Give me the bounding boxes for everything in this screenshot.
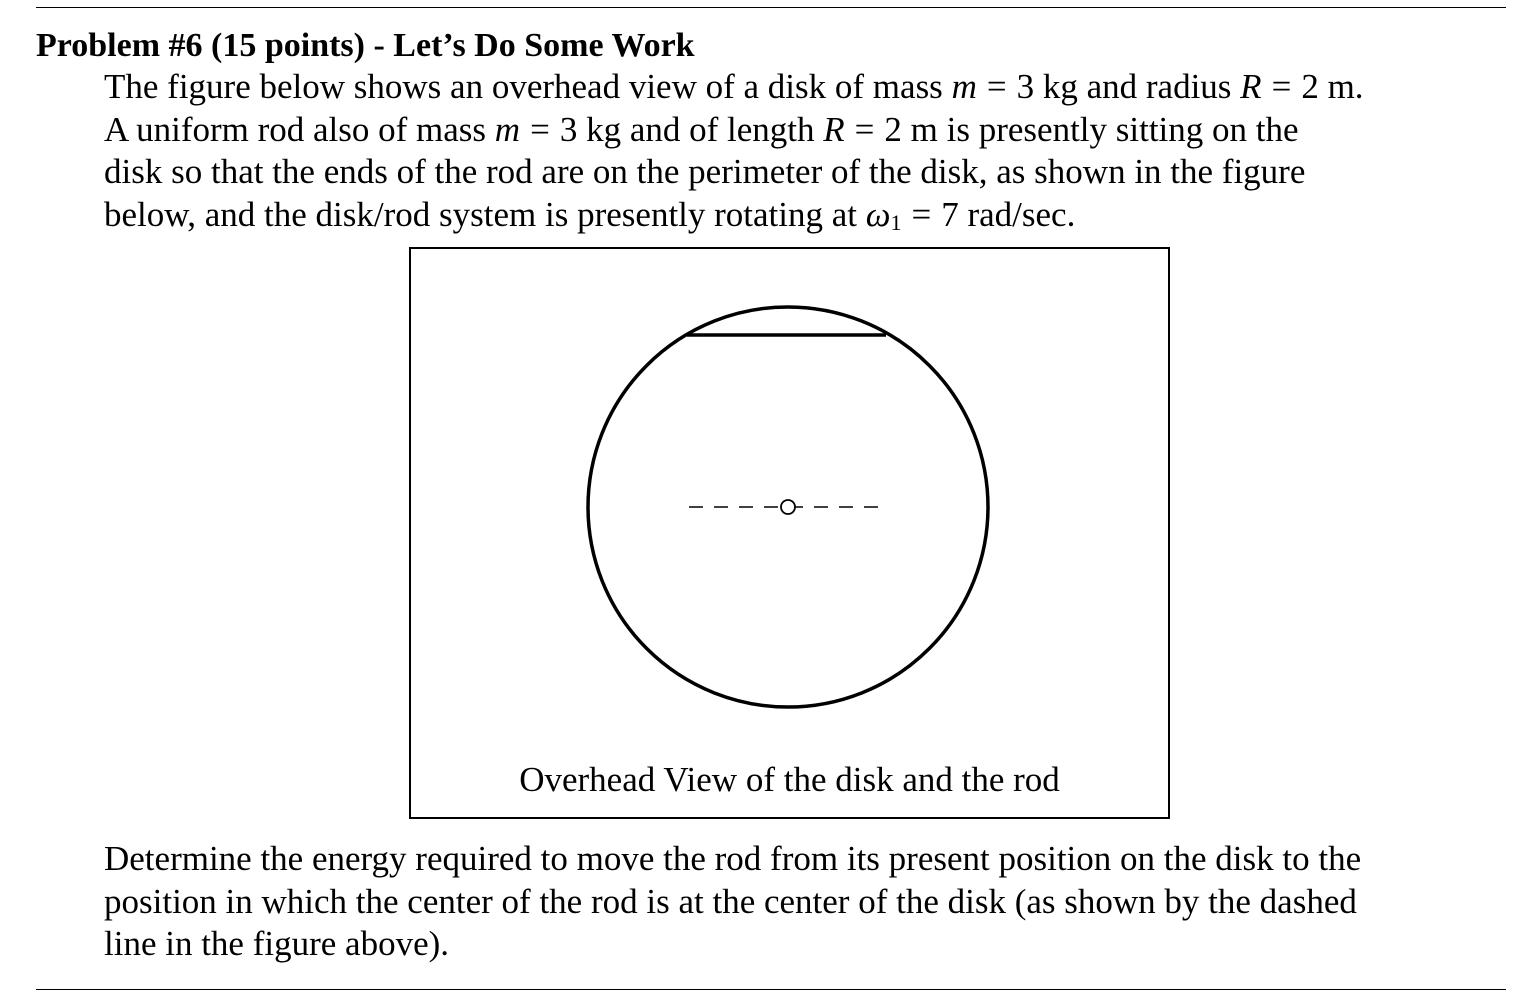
disk-rod-diagram (411, 249, 1172, 821)
figure-caption: Overhead View of the disk and the rod (519, 760, 1060, 799)
disk-center-pivot (781, 500, 795, 514)
statement-line-4: below, and the disk/rod system is presently rotating at $\omega_1 = 7$ rad/sec. (104, 194, 1076, 235)
mass-symbol: m (951, 67, 977, 106)
question-text (104, 838, 1361, 966)
statement-line-2: A uniform rod also of mass m = 3 kg and of length R = 2 m is presently sitting on the (104, 109, 1299, 149)
question-line-3: line in the figure above). (104, 924, 450, 963)
equals-sign: = (1271, 67, 1292, 106)
equals-sign: = (911, 194, 932, 234)
problem-title: Problem #6 (15 points) - Let’s Do Some Work (36, 27, 695, 64)
radius-symbol: R (823, 109, 845, 149)
mass-symbol: m (494, 109, 521, 149)
equals-sign: = (986, 67, 1007, 106)
omega-subscript: 1 (890, 209, 902, 235)
equals-sign: = (854, 109, 875, 149)
question-line-2: position in which the center of the rod is at the center of the disk (as shown by the dashed (104, 881, 1357, 921)
top-rule (36, 7, 1506, 8)
bottom-rule (36, 989, 1506, 990)
figure-frame (409, 247, 1170, 819)
omega-symbol: ω (865, 194, 891, 234)
problem-statement (104, 66, 1364, 236)
statement-line-3: disk so that the ends of the rod are on the perimeter of the disk, as shown in the figure (104, 152, 1306, 191)
question-line-1: Determine the energy required to move the rod from its present position on the disk to the (104, 839, 1362, 878)
equals-sign: = (530, 109, 550, 149)
radius-symbol: R (1240, 67, 1262, 106)
statement-line-1: The figure below shows an overhead view of a disk of mass m = 3 kg and radius R = 2 m. (104, 67, 1364, 106)
